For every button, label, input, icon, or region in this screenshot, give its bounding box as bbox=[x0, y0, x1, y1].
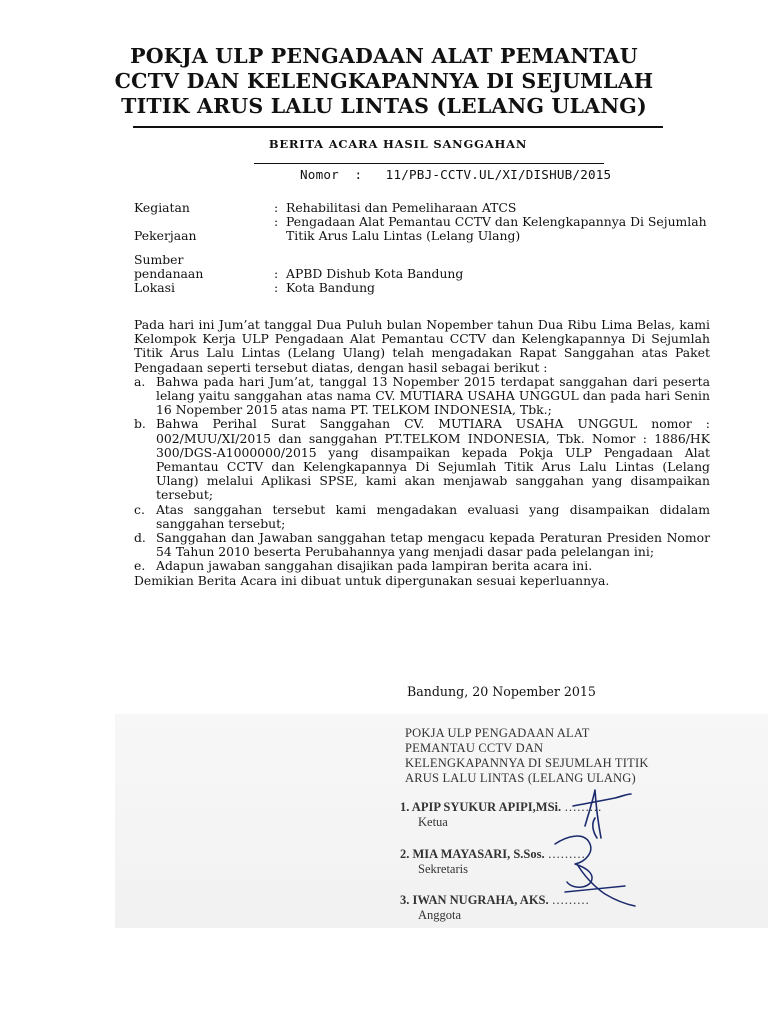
item-letter: e. bbox=[134, 558, 146, 574]
number-value: 11/PBJ-CCTV.UL/XI/DISHUB/2015 bbox=[385, 167, 612, 182]
signature-2 bbox=[555, 836, 635, 906]
result-list bbox=[134, 375, 710, 574]
item-text: Bahwa Perihal Surat Sanggahan CV. MUTIARA USAHA UNGGUL nomor : 002/MUU/XI/2015 dan sanggahan PT.TELKOM INDONESIA, Tbk. Nomor : 1886/HK 300/DGS-A1000000/2015 yang disampaikan kepada Pokja ULP Pengadaan Alat Pemantau CCTV dan Kelengkapannya Di Sejumlah Titik Arus Lalu Lintas (Lelang Ulang) melalui Aplikasi SPSE, kami akan menjawab sanggahan yang disampaikan tersebut; bbox=[156, 416, 710, 503]
signature-dots: ……… bbox=[551, 893, 590, 907]
document-title bbox=[100, 44, 668, 119]
list-item bbox=[134, 559, 710, 573]
item-text: Adapun jawaban sanggahan disajikan pada lampiran berita acara ini. bbox=[156, 558, 593, 574]
pekerjaan-label: Pekerjaan bbox=[134, 228, 197, 244]
member-name: 3. IWAN NUGRAHA, AKS. bbox=[400, 893, 549, 907]
info-colon: : bbox=[274, 214, 279, 230]
info-row-lokasi bbox=[134, 281, 710, 295]
title-divider bbox=[133, 126, 663, 128]
item-letter: c. bbox=[134, 501, 145, 517]
list-item bbox=[134, 531, 710, 559]
document-subtitle: BERITA ACARA HASIL SANGGAHAN bbox=[268, 137, 528, 151]
title-line: TITIK ARUS LALU LINTAS (LELANG ULANG) bbox=[121, 94, 647, 118]
lokasi-value: Kota Bandung bbox=[286, 280, 375, 296]
member-name: 2. MIA MAYASARI, S.Sos. bbox=[400, 847, 545, 861]
info-table bbox=[134, 201, 710, 295]
item-letter: a. bbox=[134, 373, 146, 389]
list-item bbox=[134, 417, 710, 502]
signature-1 bbox=[573, 790, 631, 838]
item-text: Sanggahan dan Jawaban sanggahan tetap mengacu kepada Peraturan Presiden Nomor 54 Tahun 2010 beserta Perubahannya yang menjadi dasar pada pelelangan ini; bbox=[156, 530, 710, 560]
document-number bbox=[300, 167, 660, 182]
document-body bbox=[134, 318, 710, 588]
info-row-kegiatan bbox=[134, 201, 710, 215]
lokasi-label: Lokasi bbox=[134, 280, 175, 296]
sumber-value: APBD Dishub Kota Bandung bbox=[286, 265, 464, 281]
pendanaan-label: pendanaan bbox=[134, 265, 204, 281]
member-role: Sekretaris bbox=[418, 862, 468, 876]
member-role: Anggota bbox=[418, 908, 462, 922]
signature-dots: ……… bbox=[547, 847, 586, 861]
number-divider bbox=[254, 163, 604, 164]
title-line: CCTV DAN KELENGKAPANNYA DI SEJUMLAH bbox=[114, 69, 654, 93]
member-name: 1. APIP SYUKUR APIPI,MSi. bbox=[400, 800, 562, 814]
info-row-sumber bbox=[134, 253, 710, 281]
title-line: POKJA ULP PENGADAAN ALAT PEMANTAU bbox=[130, 44, 638, 68]
signature-strokes bbox=[115, 714, 768, 928]
kegiatan-value: Rehabilitasi dan Pemeliharaan ATCS bbox=[286, 200, 517, 215]
place-date: Bandung, 20 Nopember 2015 bbox=[407, 684, 596, 699]
number-colon: : bbox=[346, 167, 378, 182]
item-text: Bahwa pada hari Jum’at, tanggal 13 Nopember 2015 terdapat sanggahan dari peserta lelang yaitu sanggahan atas nama CV. MUTIARA USAHA UNGGUL dan pada hari Senin 16 Nopember 2015 atas nama PT. TELKOM INDONESIA, Tbk.; bbox=[156, 373, 710, 418]
info-row-pekerjaan bbox=[134, 215, 710, 243]
info-colon: : bbox=[274, 265, 279, 281]
pekerjaan-value: Pengadaan Alat Pemantau CCTV dan Kelengkapannya Di Sejumlah Titik Arus Lalu Lintas (Lelang Ulang) bbox=[286, 214, 707, 244]
signature-dots: ……… bbox=[564, 800, 602, 814]
sumber-label: Sumber bbox=[134, 251, 184, 267]
item-letter: b. bbox=[134, 416, 146, 432]
item-letter: d. bbox=[134, 530, 146, 546]
committee-title: POKJA ULP PENGADAAN ALAT PEMANTAU CCTV DAN KELENGKAPANNYA DI SEJUMLAH TITIK ARUS LALU LINTAS (LELANG ULANG) bbox=[405, 726, 649, 785]
info-colon: : bbox=[274, 280, 279, 296]
member-role: Ketua bbox=[418, 815, 448, 829]
kegiatan-label: Kegiatan bbox=[134, 200, 190, 215]
intro-paragraph: Pada hari ini Jum’at tanggal Dua Puluh bulan Nopember tahun Dua Ribu Lima Belas, kami Kelompok Kerja ULP Pengadaan Alat Pemantau CCTV dan Kelengkapannya Di Sejumlah Titik Arus Lalu Lintas (Lelang Ulang) telah mengadakan Rapat Sanggahan atas Paket Pengadaan seperti tersebut diatas, dengan hasil sebagai berikut : bbox=[134, 317, 710, 375]
list-item bbox=[134, 503, 710, 531]
closing-paragraph: Demikian Berita Acara ini dibuat untuk dipergunakan sesuai keperluannya. bbox=[134, 572, 610, 588]
info-colon: : bbox=[274, 200, 279, 215]
item-text: Atas sanggahan tersebut kami mengadakan evaluasi yang disampaikan didalam sanggahan tersebut; bbox=[156, 501, 710, 531]
number-label: Nomor bbox=[300, 167, 339, 182]
list-item bbox=[134, 375, 710, 418]
signature-scan bbox=[115, 714, 768, 928]
